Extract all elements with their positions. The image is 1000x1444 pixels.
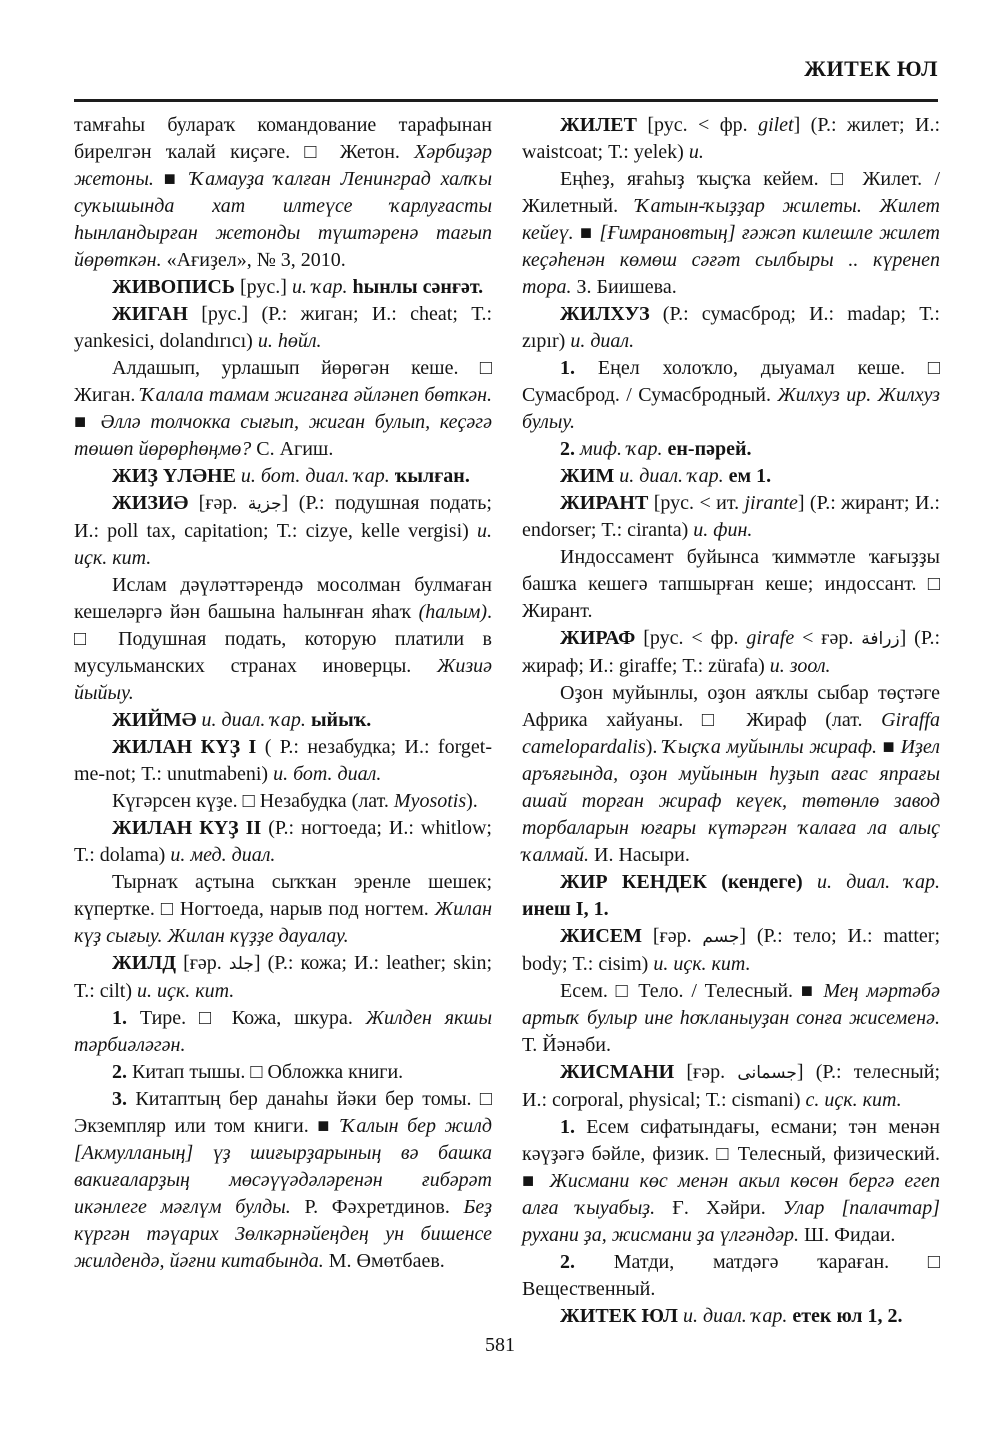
- text-segment: ем 1.: [728, 465, 772, 487]
- text-segment: Алдашып, урлашып йөрөгән кеше. □ Жиган.: [74, 357, 492, 406]
- entry-zhisem: [522, 923, 940, 978]
- text-segment: «Ағиҙел», № 3, 2010.: [161, 249, 346, 271]
- text-segment: 1.: [560, 357, 598, 379]
- definition-paragraph: [522, 680, 940, 869]
- sense-paragraph: [74, 1005, 492, 1059]
- text-segment: С. Агиш.: [251, 438, 334, 460]
- text-segment: ЖИТЕК ЮЛ: [560, 1305, 683, 1327]
- definition-paragraph: [522, 166, 940, 301]
- text-segment: ҡылған.: [394, 465, 470, 487]
- text-segment: и. диал. ҡар.: [682, 1305, 793, 1327]
- definition-paragraph: [74, 355, 492, 463]
- entry-zhir-kendek: [522, 869, 940, 923]
- text-segment: и. иҫк. кит.: [653, 953, 751, 975]
- text-segment: ] (Р.: кожа; И.: leather; skin; Т.: cilt): [74, 952, 493, 1002]
- text-segment: И. Насыри.: [589, 844, 690, 866]
- text-segment: Ҡатын-ҡыҙҙар жилеты. Жилет кейеү.: [522, 195, 940, 244]
- text-segment: ] (Р.: жилет; И.: waistcoat; Т.: yelek): [522, 114, 940, 163]
- text-segment: ыйыҡ.: [310, 709, 372, 731]
- text-segment: Жизиә йыйыу.: [74, 655, 492, 704]
- entry-zhismani: [522, 1059, 940, 1114]
- text-segment: جسم: [702, 927, 740, 947]
- entry-zhild: [74, 950, 492, 1005]
- text-segment: [ғәр.: [652, 925, 703, 947]
- definition-paragraph: [74, 869, 492, 950]
- left-column: [74, 112, 492, 1330]
- entry-zhivopis: [74, 274, 492, 301]
- text-segment: Матди, матдәгә ҡараған. □ Вещественный.: [522, 1251, 940, 1300]
- text-segment: и. мед. диал.: [170, 844, 276, 866]
- text-segment: ■: [877, 736, 901, 758]
- text-segment: ЖИЗИӘ: [112, 492, 199, 514]
- text-segment: етек юл 1, 2.: [792, 1305, 903, 1327]
- text-segment: 1.: [560, 1116, 587, 1138]
- text-segment: Ғ. Хәйри.: [655, 1197, 783, 1219]
- sense-paragraph: [522, 1249, 940, 1303]
- text-segment: Мең мәртәбә артыҡ булыр ине һоҡланыуҙан сонға жисеменә.: [522, 980, 940, 1029]
- text-segment: ■: [573, 222, 600, 244]
- sense-paragraph: [74, 1059, 492, 1086]
- text-segment: ЖИР КЕНДЕК (кендеге): [560, 871, 817, 893]
- text-segment: جلد: [228, 954, 254, 974]
- text-segment: ЖИЛАН КҮҘ I: [112, 736, 265, 758]
- text-segment: Есем. □ Тело. / Телесный. ■: [560, 980, 824, 1002]
- text-segment: ЖИРАНТ: [560, 492, 654, 514]
- text-segment: и. иҫк. кит.: [136, 980, 235, 1002]
- text-segment: Ш. Фидаи.: [798, 1224, 896, 1246]
- text-segment: (Р.: сумасброд; И.: madap; Т.: zıpır): [522, 303, 940, 352]
- text-segment: ] (Р.: подушная подать; И.: poll tax, capitation; Т.: cizye, kelle vergisi): [74, 492, 492, 542]
- text-segment: Оҙон муйынлы, оҙон аяҡлы сыбар төҫтәге Африка хайуаны. □ Жираф (лат.: [522, 682, 940, 731]
- sense-paragraph: [74, 1086, 492, 1275]
- entry-zhiima: [74, 707, 492, 734]
- entry-zhim: [522, 463, 940, 490]
- text-segment: Есем сифатындағы, есмани; тән менән кәүҙәгә бәйле, физик. □ Телесный, физический. ■: [522, 1116, 941, 1192]
- text-segment: Ҡыҫҡа муйынлы жираф.: [662, 736, 878, 758]
- text-segment: Жилан күҙ сығыу. Жилан күҙҙе дауалау.: [74, 898, 492, 947]
- definition-paragraph: [74, 572, 492, 707]
- text-segment: ен-пәрей.: [667, 438, 752, 460]
- text-segment: Giraffa camelopardalis: [522, 709, 940, 758]
- text-segment: girafe: [746, 627, 795, 649]
- text-segment: ЖИЛД: [112, 952, 184, 974]
- text-segment: 3.: [112, 1088, 136, 1110]
- text-segment: Индоссамент буйынса ҡиммәтле ҡағыҙҙы башҡа кешегә тапшырған кеше; индоссант. □ Жирант.: [522, 546, 940, 622]
- text-segment: ■: [153, 168, 191, 190]
- text-segment: Р. Фәхретдинов.: [290, 1196, 464, 1218]
- text-segment: ЖИМ: [560, 465, 620, 487]
- text-segment: جزية: [247, 494, 282, 514]
- text-segment: jirante: [744, 492, 798, 514]
- running-head-text: ЖИТЕК ЮЛ: [804, 56, 938, 81]
- entry-zhizia: [74, 490, 492, 572]
- header-rule: [74, 99, 938, 102]
- text-segment: Беҙ күргән тәүарих Зөлкәрнәйеңдең ун бишенсе жилдендә, йәғни китабында.: [74, 1196, 493, 1272]
- entry-zhilet: [522, 112, 940, 166]
- text-segment: Тире. □ Кожа, шкура.: [139, 1007, 366, 1029]
- entry-zhiraf: [522, 625, 940, 680]
- text-segment: ).: [466, 790, 478, 812]
- text-segment: ЖИСМАНИ: [560, 1061, 687, 1083]
- definition-paragraph: [74, 788, 492, 815]
- text-segment: и. диал. ҡар.: [201, 709, 311, 731]
- text-segment: Әллә толчокка сығып, жиган булып, кеҫәгә төшөп йөрөрһөңмө?: [74, 411, 492, 460]
- text-segment: [ғәр.: [686, 1061, 738, 1083]
- text-segment: [ғәр.: [198, 492, 248, 514]
- text-segment: ЖИГАН: [112, 303, 202, 325]
- text-segment: З. Биишева.: [571, 276, 677, 298]
- definition-paragraph: [522, 544, 940, 625]
- text-segment: Еңһеҙ, яғаһыҙ ҡыҫҡа кейем. □ Жилет. / Жилетный.: [522, 168, 940, 217]
- text-segment: Тырнаҡ аҫтына сыҡҡан эренле шешек; күпертке. □ Ногтоеда, нарыв под ногтем.: [74, 871, 492, 920]
- running-head: [74, 56, 938, 82]
- text-segment: и. фин.: [693, 519, 753, 541]
- text-segment: Китап тышы. □ Обложка книги.: [132, 1061, 404, 1083]
- text-segment: ЖИЙМӘ: [112, 709, 202, 731]
- text-segment: Жилхуз ир. Жилхуз булыу.: [522, 384, 940, 433]
- entry-zhitek-yul: [522, 1303, 940, 1330]
- text-segment: زرافة: [861, 629, 900, 649]
- text-segment: и. диал. ҡар.: [816, 871, 941, 893]
- sense-paragraph: [522, 436, 940, 463]
- text-segment: ЖИСЕМ: [560, 925, 653, 947]
- continuation-paragraph: [74, 112, 492, 274]
- text-segment: Улар [палачтар] рухани ҙа, жисмани ҙа үлгәндәр.: [522, 1197, 941, 1246]
- page-number: 581: [485, 1334, 515, 1356]
- text-segment: Ҡалын бер жилд [Акмулланың] үҙ шиғырҙарының вә башка вакиғаларҙың мөсәүүәдәләренән ғибәрәт икәнлеге мәғлүм булды.: [74, 1115, 492, 1218]
- text-segment: миф. ҡар.: [580, 438, 668, 460]
- text-segment: Myosotis: [393, 790, 467, 812]
- text-segment: Ҡалала тамам жиганға әйләнеп бөткән.: [140, 384, 492, 406]
- entry-zhiz-ulane: [74, 463, 492, 490]
- text-segment: Жисмани көс менән акыл көсөн бергә егеп алға ҡыуабыҙ.: [522, 1170, 940, 1219]
- text-segment: и. бот. диал. ҡар.: [240, 465, 395, 487]
- entry-zhilan-kuz-2: [74, 815, 492, 869]
- text-segment: ЖИВОПИСЬ: [112, 276, 241, 298]
- text-segment: [рус. < фр.: [647, 114, 759, 136]
- entry-zhilan-kuz-1: [74, 734, 492, 788]
- text-segment: М. Өмөтбаев.: [323, 1250, 445, 1272]
- text-segment: Т. Йәнәби.: [522, 1034, 611, 1056]
- text-segment: [рус.]: [240, 276, 292, 298]
- text-segment: Китаптың бер данаһы йәки бер томы. □ Экземпляр или том книги. ■: [74, 1088, 492, 1137]
- entry-zhigan: [74, 301, 492, 355]
- text-segment: и. иҫк. кит.: [74, 520, 492, 569]
- text-segment: ] (Р.: тело; И.: matter; body; Т.: cisim): [522, 925, 941, 975]
- text-segment: (һалым): [418, 601, 487, 623]
- text-segment: [ғәр.: [183, 952, 229, 974]
- text-segment: [рус. < фр.: [643, 627, 747, 649]
- text-segment: и. бот. диал.: [273, 763, 382, 785]
- text-segment: gilet: [758, 114, 794, 136]
- text-segment: Жилден якшы тәрбиәләгән.: [74, 1007, 493, 1056]
- right-column: [522, 112, 940, 1330]
- text-segment: (Р.: ногтоеда; И.: whitlow; Т.: dolama): [74, 817, 492, 866]
- entry-zhilkhuz: [522, 301, 940, 355]
- text-segment: 2.: [560, 1251, 614, 1273]
- text-segment: ] (Р.: телесный; И.: corporal, physical; Т.: cismani): [522, 1061, 940, 1111]
- text-segment: тамғаһы булараҡ командование тарафынан бирелгән ҡалай киҫәге. □ Жетон.: [74, 114, 492, 163]
- text-segment: [рус. < ит.: [653, 492, 745, 514]
- text-segment: с. иҫк. кит.: [805, 1089, 902, 1111]
- text-segment: ЖИРАФ: [560, 627, 644, 649]
- text-segment: и. диал.: [570, 330, 635, 352]
- text-segment: Ҡамауҙа ҡалған Ленинград халҡы суҡышында хат илтеүсе ҡарлуғасты һынландырған жетонды түштәренә тағып йөрөткән.: [74, 168, 492, 271]
- text-segment: < ғәр.: [794, 627, 862, 649]
- text-segment: ).: [645, 736, 663, 758]
- text-segment: Иҙел аръяғында, оҙон муйынын һуҙып ағас япрағы ашай торған жираф кеүек, төтөнлө завод торбаларын юғары күтәргән ҡалаға ла алыҫ ҡалмай.: [522, 736, 940, 866]
- text-segment: и. һөйл.: [257, 330, 322, 352]
- text-segment: ■: [74, 411, 101, 433]
- text-segment: Ислам дәүләттәрендә мосолман булмаған кешеләргә йән башына һалынған яһаҡ: [74, 574, 492, 623]
- text-segment: и. диал. ҡар.: [619, 465, 729, 487]
- text-segment: и. зоол.: [769, 655, 831, 677]
- text-segment: ЖИЛХУЗ: [560, 303, 663, 325]
- text-segment: и.: [688, 141, 704, 163]
- text-segment: и. ҡар.: [291, 276, 353, 298]
- text-segment: инеш I, 1.: [522, 898, 609, 920]
- text-segment: ЖИЛАН КҮҘ II: [112, 817, 269, 839]
- text-segment: һынлы сәнғәт.: [352, 276, 484, 298]
- text-segment: ] (Р.: жираф; И.: giraffe; Т.: zürafa): [522, 627, 941, 677]
- text-segment: 2.: [560, 438, 580, 460]
- text-segment: [рус.] (Р.: жиган; И.: cheat; Т.: yankesici, dolandırıcı): [74, 303, 492, 352]
- text-segment: 2.: [112, 1061, 132, 1083]
- text-segment: ] (Р.: жирант; И.: endorser; Т.: ciranta): [522, 492, 940, 541]
- text-segment: ( Р.: незабудка; И.: forget-me-not; Т.: unutmabeni): [74, 736, 492, 785]
- text-segment: [Ғимрановтың] ғәжәп килешле жилет кеҫәһенән көмөш сәғәт сылбыры .. күренеп тора.: [522, 222, 940, 298]
- sense-paragraph: [522, 1114, 940, 1249]
- text-segment: . □ Подушная подать, которую платили в мусульманских странах иноверцы.: [74, 601, 492, 677]
- text-segment: 1.: [112, 1007, 140, 1029]
- text-segment: Хәрбиҙәр жетоны.: [74, 141, 492, 190]
- definition-paragraph: [522, 978, 940, 1059]
- text-segment: جسمانى: [737, 1063, 797, 1083]
- text-segment: Еңел холоҡло, дыуамал кеше. □ Сумасброд. / Сумасбродный.: [522, 357, 940, 406]
- sense-paragraph: [522, 355, 940, 436]
- text-columns: [74, 112, 940, 1330]
- text-segment: ЖИҘ ҮЛӘНЕ: [112, 465, 241, 487]
- text-segment: Күгәрсен күҙе. □ Незабудка (лат.: [112, 790, 394, 812]
- entry-zhirant: [522, 490, 940, 544]
- text-segment: ЖИЛЕТ: [560, 114, 648, 136]
